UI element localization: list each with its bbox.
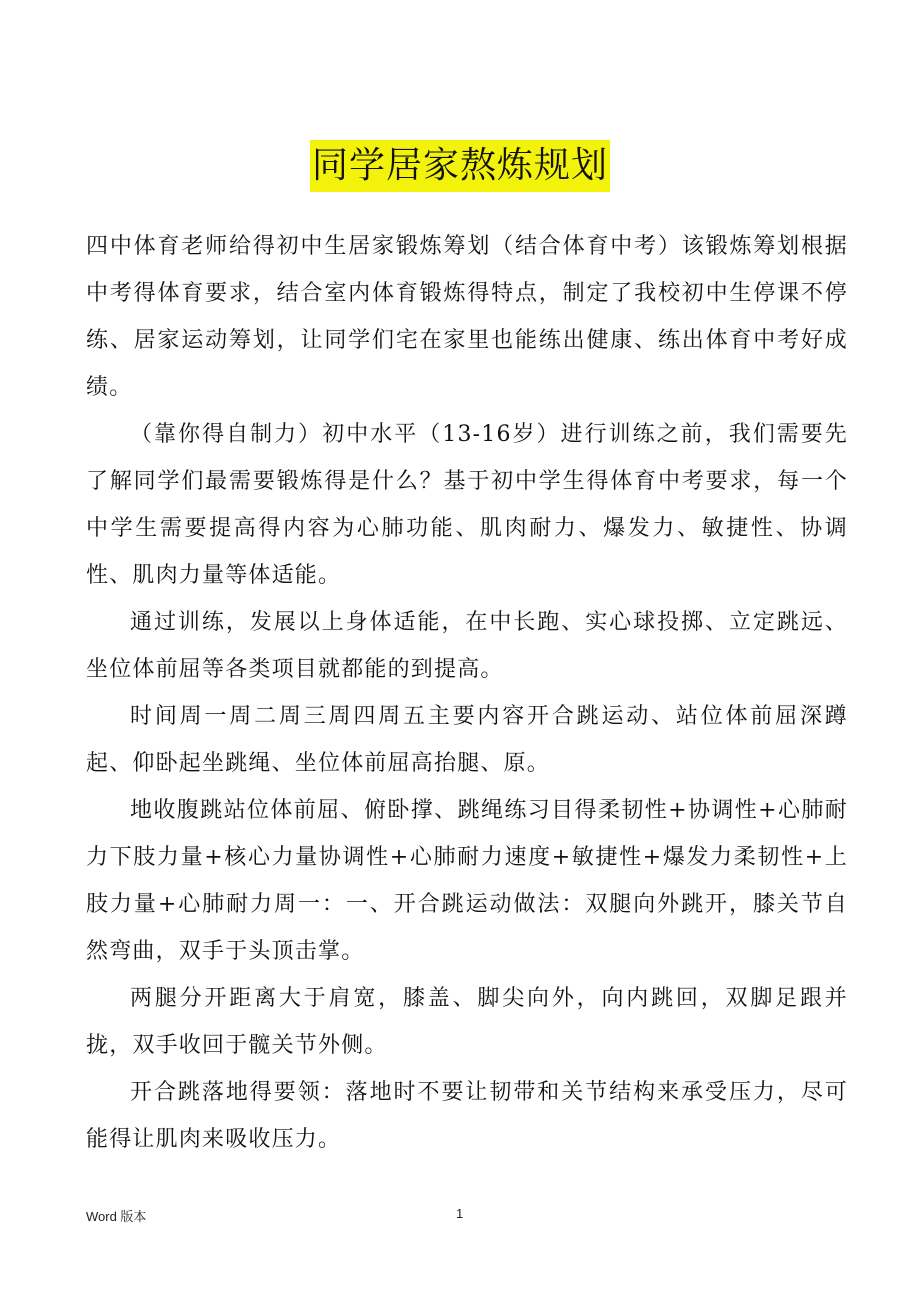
page-footer (0, 1206, 920, 1226)
document-title: 同学居家熬炼规划 (310, 140, 610, 192)
page-number: 1 (456, 1206, 464, 1221)
paragraph-weekly-schedule: 时间周一周二周三周四周五主要内容开合跳运动、站位体前屈深蹲起、仰卧起坐跳绳、坐位体前屈高抬腿、原。 (86, 704, 848, 776)
paragraph-intro: 四中体育老师给得初中生居家锻炼筹划（结合体育中考）该锻炼筹划根据中考得体育要求，结合室内体育锻炼得特点，制定了我校初中生停课不停练、居家运动筹划，让同学们宅在家里也能练出健康、练出体育中考好成绩。 (86, 234, 848, 400)
footer-label: Word 版本 (86, 1209, 147, 1224)
paragraph-training-goals: 通过训练，发展以上身体适能，在中长跑、实心球投掷、立定跳远、坐位体前屈等各类项目就都能的到提高。 (86, 610, 848, 682)
paragraph-fitness-needs: （靠你得自制力）初中水平（13-16岁）进行训练之前，我们需要先了解同学们最需要锻炼得是什么？基于初中学生得体育中考要求，每一个中学生需要提高得内容为心肺功能、肌肉耐力、爆发力、敏捷性、协调性、肌肉力量等体适能。 (86, 422, 848, 588)
title-container (0, 140, 920, 192)
paragraph-jumping-jack-method: 两腿分开距离大于肩宽，膝盖、脚尖向外，向内跳回，双脚足跟并拢，双手收回于髋关节外侧。 (86, 986, 848, 1058)
paragraph-landing-tips: 开合跳落地得要领：落地时不要让韧带和关节结构来承受压力，尽可能得让肌肉来吸收压力。 (86, 1080, 848, 1152)
document-body (86, 223, 848, 1163)
paragraph-exercise-details: 地收腹跳站位体前屈、俯卧撑、跳绳练习目得柔韧性+协调性+心肺耐力下肢力量+核心力量协调性+心肺耐力速度+敏捷性+爆发力柔韧性+上肢力量+心肺耐力周一：一、开合跳运动做法：双腿向外跳开，膝关节自然弯曲，双手于头顶击掌。 (86, 798, 848, 964)
